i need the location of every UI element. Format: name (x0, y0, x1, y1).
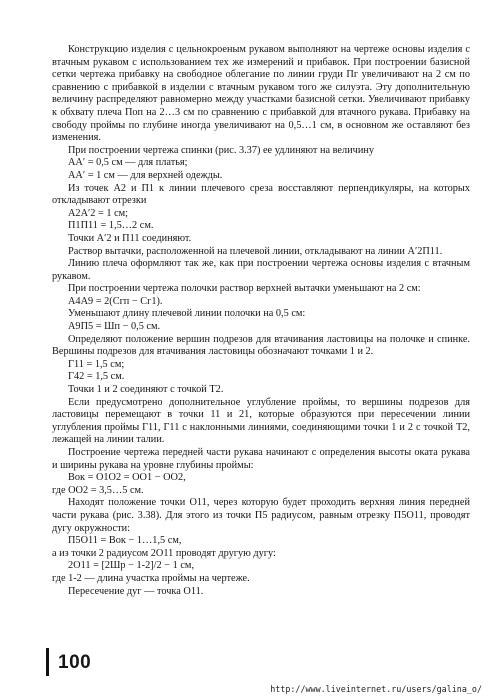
text-paragraph: Из точек А2 и П1 к линии плечевого среза восставляют перпендикуляры, на которых откладывают отрезки (52, 182, 470, 207)
formula-line: Уменьшают длину плечевой линии полочки на 0,5 см: (68, 308, 306, 320)
text-paragraph: Определяют положение вершин подрезов для втачивания ластовицы на полочке и спинке. Вершины подрезов для втачивания ластовицы обозначают точками 1 и 2. (52, 333, 470, 358)
text-paragraph: Конструкцию изделия с цельнокроеным рукавом выполняют на чертеже основы изделия с втачным рукавом с использованием тех же измерений и прибавок. При построении базисной сетки чертежа прибавку на свободное облегание по линии груди Пг увеличивают на 2 см по сравнению с прибавкой в изделии с втачным рукавом того же силуэта. Эту дополнительную величину распределяют равномерно между участками базисной сетки. Увеличивают прибавку к обхвату плеча Поп на 2…3 см по сравнению с прибавкой для втачного рукава. Прибавку на свободу проймы по глубине иногда увеличивают на 0,5…1 см, в основном же оставляют без изменения. (52, 44, 470, 144)
formula-line: А2А′2 = 1 см; (68, 207, 129, 219)
page-number: 100 (58, 652, 92, 673)
text-paragraph: При построении чертежа спинки (рис. 3.37) ее удлиняют на величину (68, 144, 374, 156)
formula-line: А9П5 = Шп − 0,5 см. (68, 321, 161, 333)
formula-line: где 1-2 — длина участка проймы на чертеже. (52, 572, 250, 584)
formula-line: Точки 1 и 2 соединяют с точкой Т2. (68, 384, 224, 396)
text-paragraph: Построение чертежа передней части рукава начинают с определения высоты оката рукава и ширины рукава на уровне глубины проймы: (52, 447, 470, 471)
formula-line: 2О11 = [2Шр − 1-2]/2 − 1 см, (68, 560, 195, 572)
text-paragraph: При построении чертежа полочки раствор верхней вытачки уменьшают на 2 см: (68, 283, 421, 295)
formula-line: Г11 = 1,5 см; (68, 358, 125, 370)
formula-line: Г42 = 1,5 см. (68, 371, 125, 383)
page-footer (46, 648, 486, 694)
formula-line: АА′ = 1 см — для верхней одежды. (68, 169, 223, 181)
page-margin-bar (46, 648, 49, 676)
formula-line: А4А9 = 2(Сгп − Сг1). (68, 295, 163, 307)
formula-line: Точки А′2 и П11 соединяют. (68, 232, 192, 244)
text-paragraph: Пересечение дуг — точка О11. (68, 585, 204, 597)
text-paragraph: Раствор вытачки, расположенной на плечевой линии, откладывают на линии А′2П11. (68, 245, 443, 257)
book-page-text (52, 44, 470, 598)
formula-line: Вок = О1О2 = ОО1 − ОО2, (68, 472, 186, 484)
formula-line: П5О11 = Вок − 1…1,5 см, (68, 535, 182, 547)
text-paragraph: Находят положение точки О11, через которую будет проходить верхняя линия передней части рукава (рис. 3.38). Для этого из точки П5 радиусом, равным отрезку П5О11, проводят дугу окружности: (52, 497, 470, 534)
formula-line: а из точки 2 радиусом 2О11 проводят другую дугу: (52, 547, 276, 559)
text-paragraph: Линию плеча оформляют так же, как при построении чертежа основы изделия с втачным рукавом. (52, 258, 470, 282)
formula-line: АА′ = 0,5 см — для платья; (68, 157, 188, 169)
formula-line: П1П11 = 1,5…2 см. (68, 220, 154, 232)
text-paragraph: Если предусмотрено дополнительное углубление проймы, то вершины подрезов для ластовицы перемещают в точки 11 и 21, которые образуются при пересечении линии углубления проймы Г11, Г11 с наклонными линиями, соединяющими точки 1 и 2 с точкой Т2, лежащей на линии талии. (52, 396, 470, 446)
formula-line: где ОО2 = 3,5…5 см. (52, 484, 144, 496)
watermark-url: http://www.liveinternet.ru/users/galina_o/ (270, 684, 482, 694)
